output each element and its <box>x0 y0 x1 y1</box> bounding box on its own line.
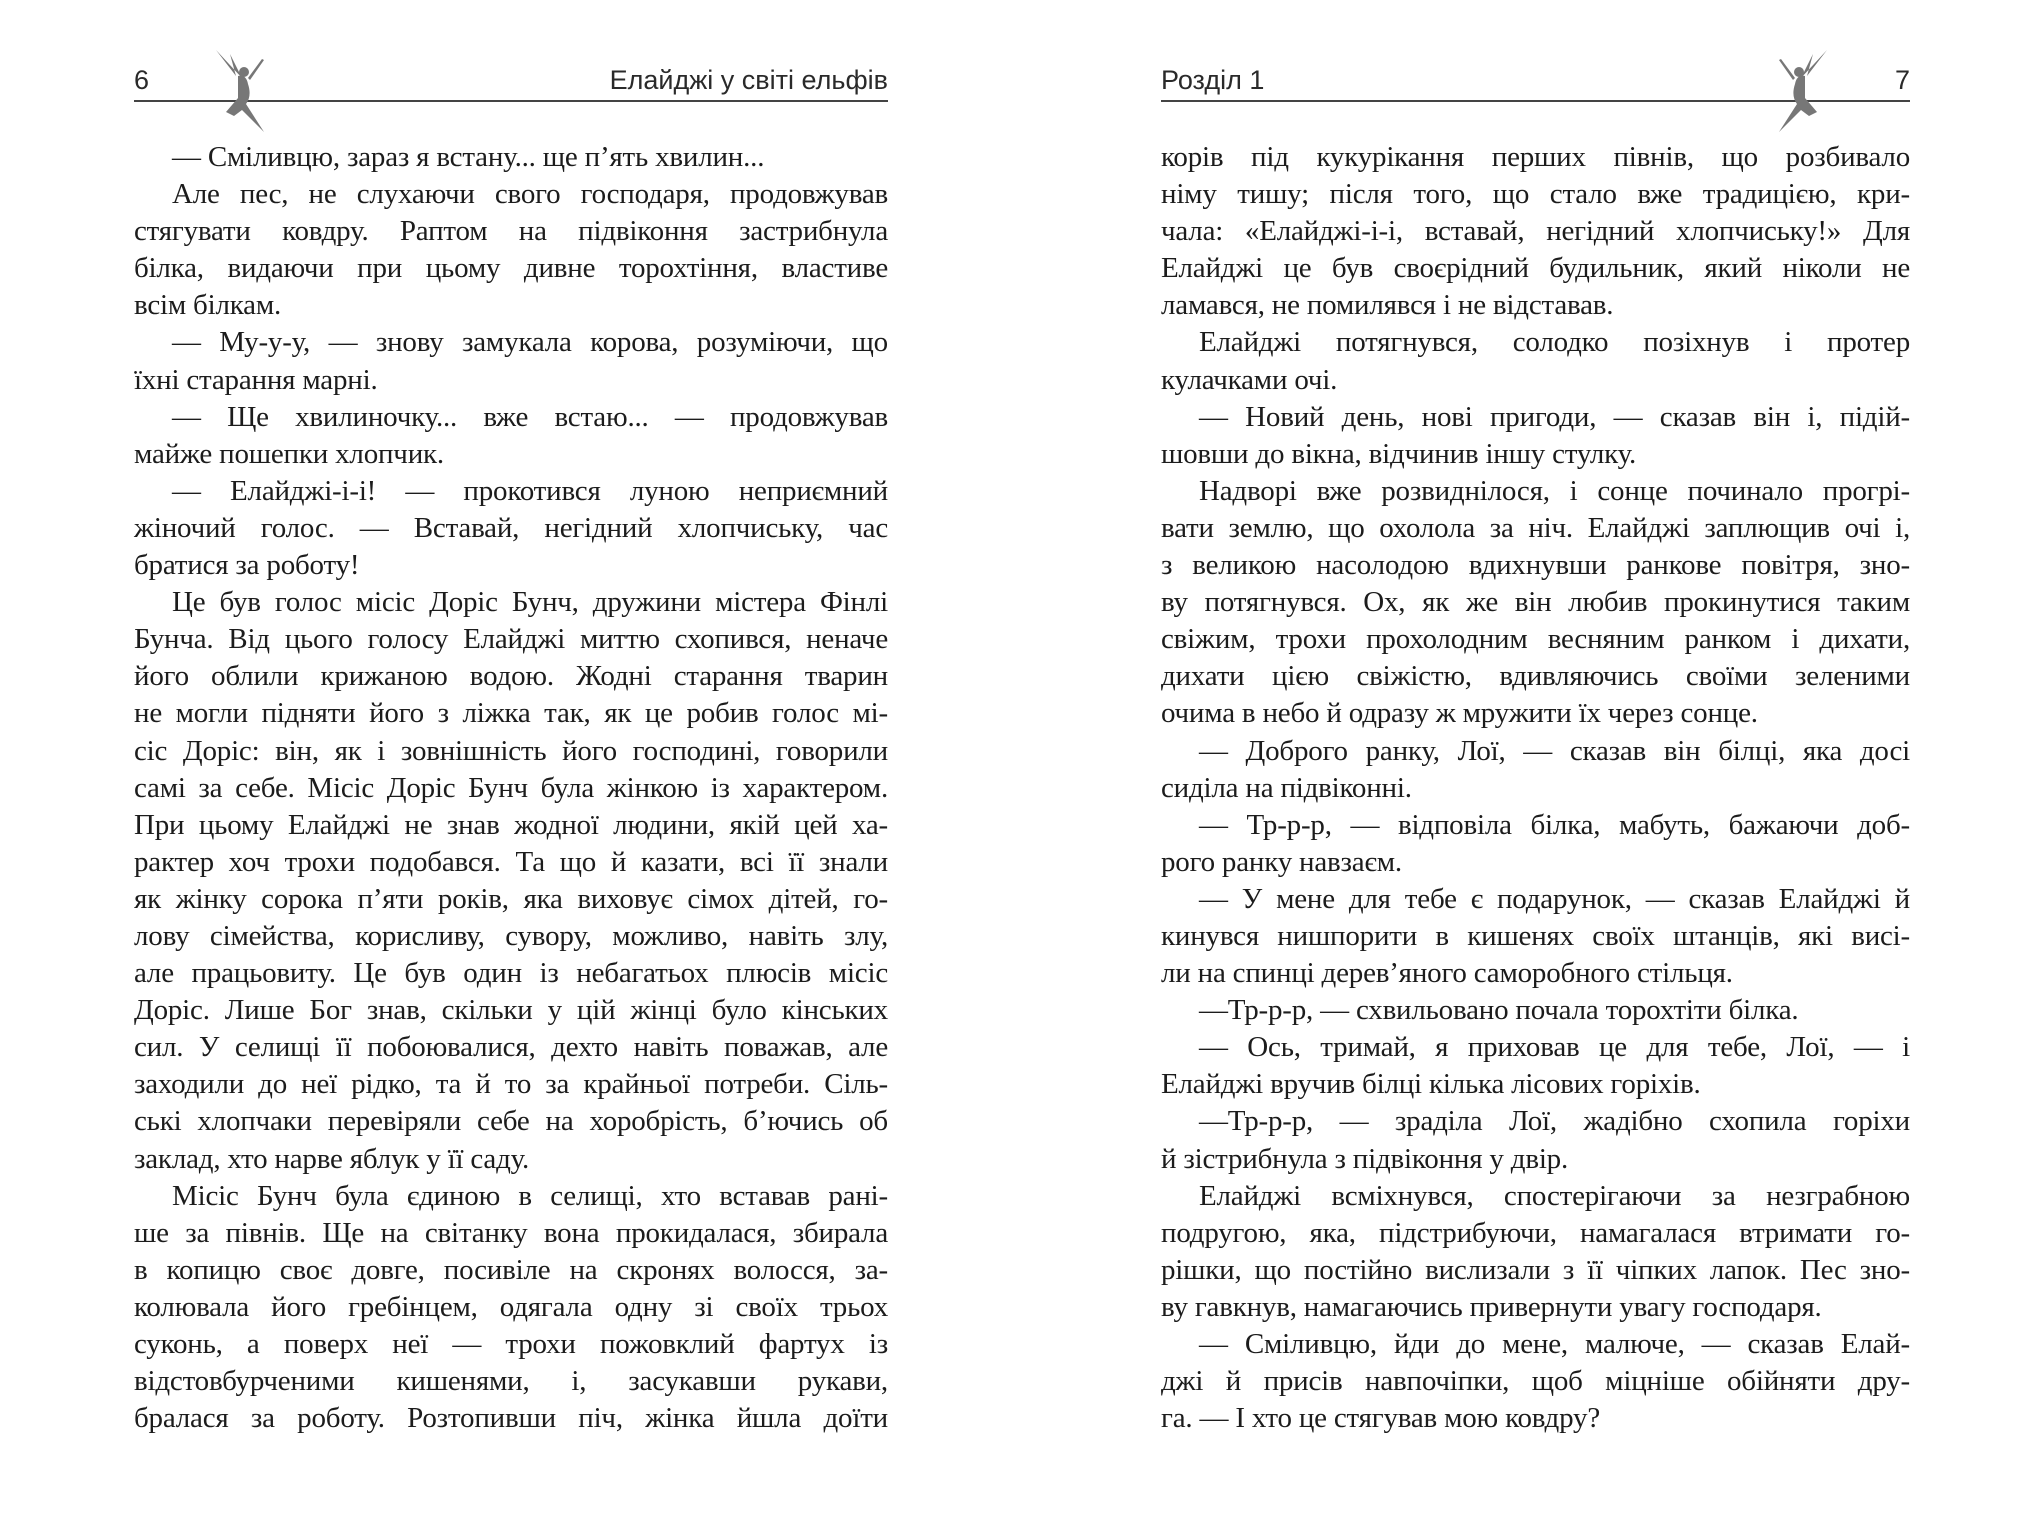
text-line: — Новий день, нові пригоди, — сказав він і, підій- <box>1199 400 1910 433</box>
text-line: їхні старання марні. <box>134 363 378 396</box>
text-line: Елайджі потягнувся, солодко позіхнув і протер <box>1199 326 1910 359</box>
text-line: — Сміливцю, зараз я встану... ще п’ять хвилин... <box>172 141 765 173</box>
text-line: Елайджі це був своєрідний будильник, який ніколи не <box>1161 252 1910 285</box>
text-line: Елайджі вручив білці кілька лісових горіхів. <box>1161 1068 1701 1101</box>
text-line: рактер хоч трохи подобався. Та що й казати, всі її знали <box>134 845 888 878</box>
text-line: — Ось, тримай, я приховав це для тебе, Лої, — і <box>1199 1031 1910 1064</box>
page-number: 6 <box>134 65 150 95</box>
text-line: Місіс Бунч була єдиною в селищі, хто вставав рані- <box>172 1179 888 1212</box>
text-line: Бунча. Від цього голосу Елайджі миттю схопився, неначе <box>134 623 888 656</box>
text-line: — Доброго ранку, Лої, — сказав він білці, яка досі <box>1199 734 1910 767</box>
running-head: Розділ 1 <box>1161 65 1265 95</box>
text-line: білка, видаючи при цьому дивне торохтіння, властиве <box>134 252 888 285</box>
text-line: як жінку сорока п’яти років, яка виховує сімох дітей, го- <box>134 882 888 915</box>
text-line: бралася за роботу. Розтопивши піч, жінка йшла доїти <box>134 1402 888 1435</box>
text-line: чала: «Елайджі-і-і, вставай, негідний хлопчиську!» Для <box>1161 215 1910 248</box>
text-line: суконь, а поверх неї — трохи пожовклий фартух із <box>134 1328 888 1360</box>
text-line: При цьому Елайджі не знав жодної людини, якій цей ха- <box>134 808 888 841</box>
text-line: Але пес, не слухаючи свого господаря, продовжував <box>172 178 888 211</box>
text-line: джі й присів навпочіпки, щоб міцніше обійняти дру- <box>1161 1365 1910 1398</box>
text-line: — Сміливцю, йди до мене, малюче, — сказав Елай- <box>1199 1328 1910 1360</box>
text-line: Надворі вже розвиднілося, і сонце починало прогрі- <box>1199 474 1910 507</box>
right-page <box>1161 0 1910 1529</box>
text-line: з великою насолодою вдихнувши ранкове повітря, зно- <box>1161 549 1910 582</box>
text-line: його облили крижаною водою. Жодні старання тварин <box>134 660 888 693</box>
text-line: рого ранку навзаєм. <box>1161 845 1402 878</box>
text-line: відстовбурченими кишенями, і, засукавши рукави, <box>134 1365 888 1398</box>
page-header <box>1161 60 1910 102</box>
text-line: сіс Доріс: він, як і зовнішність його господині, говорили <box>134 734 888 767</box>
text-line: але працьовиту. Це був один із небагатьох плюсів місіс <box>134 957 888 990</box>
left-page <box>134 0 888 1529</box>
text-line: вати землю, що охолола за ніч. Елайджі заплющив очі і, <box>1161 511 1910 544</box>
text-line: —Тр-р-р, — зраділа Лої, жадібно схопила горіхи <box>1199 1105 1910 1138</box>
text-line: Елайджі всміхнувся, спостерігаючи за незграбною <box>1199 1179 1910 1212</box>
page-header <box>134 60 888 102</box>
text-line: подругою, яка, підстрибуючи, намагалася втримати го- <box>1161 1216 1910 1249</box>
text-line: ву гавкнув, намагаючись привернути увагу господаря. <box>1161 1290 1822 1323</box>
text-line: дихати цією свіжістю, вдивляючись своїми зеленими <box>1161 660 1910 693</box>
text-line: ські хлопчаки перевіряли себе на хоробрість, б’ючись об <box>134 1105 888 1138</box>
text-line: не могли підняти його з ліжка так, як це робив голос мі- <box>134 697 888 730</box>
text-line: кинувся нишпорити в кишенях своїх штанців, які висі- <box>1161 919 1910 952</box>
text-line: колювала його гребінцем, одягала одну зі своїх трьох <box>134 1290 888 1323</box>
text-line: самі за себе. Місіс Доріс Бунч була жінкою із характером. <box>134 771 888 804</box>
page-body-text <box>134 139 888 1437</box>
text-line: стягувати ковдру. Раптом на підвіконня застрибнула <box>134 215 888 248</box>
page-number: 7 <box>1894 65 1910 95</box>
text-line: свіжим, трохи прохолодним весняним ранком і дихати, <box>1161 623 1910 656</box>
text-line: кулачками очі. <box>1161 363 1338 396</box>
text-line: шовши до вікна, відчинив іншу стулку. <box>1161 437 1637 470</box>
text-line: Це був голос місіс Доріс Бунч, дружини містера Фінлі <box>172 586 888 619</box>
text-line: майже пошепки хлопчик. <box>134 437 444 470</box>
text-line: — Тр-р-р, — відповіла білка, мабуть, бажаючи доб- <box>1199 808 1910 841</box>
text-line: — Ще хвилиночку... вже встаю... — продовжував <box>172 400 888 433</box>
text-line: жіночий голос. — Вставай, негідний хлопчиську, час <box>134 511 888 544</box>
text-line: очима в небо й одразу ж мружити їх через сонце. <box>1161 697 1758 730</box>
text-line: — Елайджі-і-і! — прокотився луною неприємний <box>172 474 888 507</box>
text-line: братися за роботу! <box>134 549 360 582</box>
text-line: заходили до неї рідко, та й то за крайньої потреби. Сіль- <box>134 1068 888 1101</box>
text-line: —Тр-р-р, — схвильовано почала торохтіти білка. <box>1199 994 1799 1027</box>
text-line: рішки, що постійно вислизали з її чіпких лапок. Пес зно- <box>1161 1253 1910 1286</box>
text-line: корів під кукурікання перших півнів, що розбивало <box>1161 141 1910 173</box>
text-line: сил. У селищі її побоювалися, дехто навіть поважав, але <box>134 1031 888 1064</box>
text-line: й зістрибнула з підвіконня у двір. <box>1161 1142 1569 1175</box>
text-line: — Му-у-у, — знову замукала корова, розуміючи, що <box>172 326 888 359</box>
text-line: — У мене для тебе є подарунок, — сказав Елайджі й <box>1199 882 1910 915</box>
text-line: ламався, не помилявся і не відставав. <box>1161 289 1614 322</box>
text-line: всім білкам. <box>134 289 282 322</box>
text-line: га. — І хто це стягував мою ковдру? <box>1161 1402 1601 1435</box>
text-line: німу тишу; після того, що стало вже традицією, кри- <box>1161 178 1910 211</box>
page-body-text <box>1161 139 1910 1437</box>
fairy-silhouette-icon <box>1761 46 1841 136</box>
text-line: ше за півнів. Ще на світанку вона прокидалася, збирала <box>134 1216 888 1249</box>
running-head: Елайджі у світі ельфів <box>609 65 888 95</box>
fairy-silhouette-icon <box>202 46 282 136</box>
text-line: ву потягнувся. Ох, як же він любив прокинутися таким <box>1161 586 1910 619</box>
text-line: сиділа на підвіконні. <box>1161 771 1412 804</box>
text-line: в копицю своє довге, посивіле на скронях волосся, за- <box>134 1253 888 1286</box>
text-line: заклад, хто нарве яблук у її саду. <box>134 1142 530 1175</box>
text-line: лову сімейства, корисливу, сувору, можливо, навіть злу, <box>134 919 888 952</box>
text-line: ли на спинці дерев’яного саморобного стільця. <box>1161 957 1733 990</box>
text-line: Доріс. Лише Бог знав, скільки у цій жінці було кінських <box>134 994 888 1027</box>
